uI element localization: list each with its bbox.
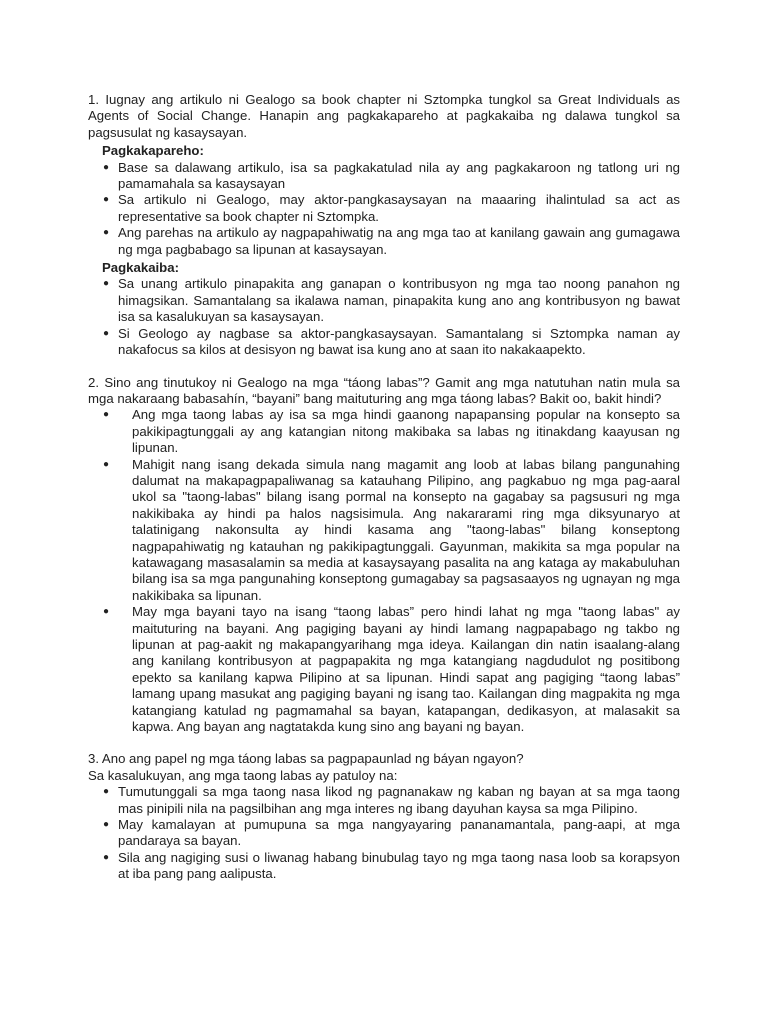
list-item: ● Si Geologo ay nagbase sa aktor-pangkasaysayan. Samantalang si Sztompka naman ay nakafocus sa kilos at desisyon ng bawat isa kung ano at saan ito nakakaapekto.	[88, 326, 680, 359]
list-item: ● Tumutunggali sa mga taong nasa likod ng pagnanakaw ng kaban ng bayan at sa mga taong mas pinipili nila na pagsilbihan ang mga interes ng ibang dayuhan kaysa sa mga Pilipino.	[88, 784, 680, 817]
list-item: ● Base sa dalawang artikulo, isa sa pagkakatulad nila ay ang pagkakaroon ng tatlong uri ng pamamahala sa kasaysayan	[88, 160, 680, 193]
list-item: ● Ang parehas na artikulo ay nagpapahiwatig na ang mga tao at kanilang gawain ang gumagawa ng mga pagbabago sa lipunan at kasaysayan.	[88, 225, 680, 258]
question-3: 3. Ano ang papel ng mga táong labas sa pagpapaunlad ng báyan ngayon?	[88, 751, 524, 767]
question-1: 1. Iugnay ang artikulo ni Gealogo sa book chapter ni Sztompka tungkol sa Great Individuals as Agents of Social Change. Hanapin ang pagkakapareho at pagkakaiba ng dalawa tungkol sa pagsusulat ng kasaysayan.	[88, 92, 680, 140]
document-page	[88, 92, 680, 883]
question-3-list	[88, 784, 680, 882]
question-3-intro: Sa kasalukuyan, ang mga taong labas ay patuloy na:	[88, 767, 398, 783]
list-item: ● Sa artikulo ni Gealogo, may aktor-pangkasaysayan na maaaring ihalintulad sa act as representative sa book chapter ni Sztompka.	[88, 192, 680, 225]
pagkakaiba-list	[88, 276, 680, 358]
list-item: ● Mahigit nang isang dekada simula nang magamit ang loob at labas bilang pangunahing dalumat na makapagpapaliwanag sa katauhang Pilipino, ang pagkabuo ng mga pag-aaral ukol sa "taong-labas" bilang isang pormal na konsepto na gagabay sa pagsusuri ng mga nakikibaka ay hindi pa halos nagsisimula. Ang nakararami ring mga diksyunaryo at talatinigang nakonsulta ay hindi kasama ang "taong-labas" bilang konseptong nagpapahiwatig ng katauhan ng pakikipagtunggali. Gayunman, makikita sa mga popular na katawagang masasalamin sa media at kasaysayang pasalita na ang kataga ay makabuluhan bilang isa sa mga pangunahing konseptong gumagabay sa pagsasaayos ng ugnayan ng mga nakikibaka sa lipunan.	[88, 457, 680, 605]
pagkakapareho-heading: Pagkakapareho:	[102, 143, 204, 159]
list-item: ● Sa unang artikulo pinapakita ang ganapan o kontribusyon ng mga tao noong panahon ng himagsikan. Samantalang sa ikalawa naman, pinapakita kung ano ang kontribusyon ng bawat isa sa kasalukuyan sa kasaysayan.	[88, 276, 680, 325]
pagkakaiba-heading: Pagkakaiba:	[102, 260, 179, 276]
list-item: ● Ang mga taong labas ay isa sa mga hindi gaanong napapansing popular na konsepto sa pakikipagtunggali ay ang katangian nitong makibaka sa labas ng itinakdang kaayusan ng lipunan.	[88, 407, 680, 456]
question-2-list	[88, 407, 680, 735]
list-item: ● Sila ang nagiging susi o liwanag habang binubulag tayo ng mga taong nasa loob sa korapsyon at iba pang pang aalipusta.	[88, 850, 680, 883]
question-2: 2. Sino ang tinutukoy ni Gealogo na mga “táong labas”? Gamit ang mga natutuhan natin mula sa mga nakaraang babasahín, “bayani” bang maituturing ang mga táong labas? Bakit oo, bakit hindi?	[88, 374, 680, 406]
list-item: ● May mga bayani tayo na isang “taong labas” pero hindi lahat ng mga "taong labas" ay maituturing na bayani. Ang pagiging bayani ay hindi lamang nagpapabago ng takbo ng lipunan at pag-aakit ng makapangyarihang mga ideya. Kailangan din natin isaalang-alang ang kanilang kontribusyon at pagpapakita ng mga katangiang nagdudulot ng positibong epekto sa kanilang kapwa Pilipino at sa lipunan. Hindi sapat ang pagiging “taong labas” lamang upang masukat ang pagiging bayani ng isang tao. Kailangan ding magpakita ng mga katangiang katulad ng pagmamahal sa bayan, katapangan, dedikasyon, at malasakit sa kapwa. Ang bayan ang nagtatakda kung sino ang bayani ng bayan.	[88, 604, 680, 735]
list-item: ● May kamalayan at pumupuna sa mga nangyayaring pananamantala, pang-aapi, at mga pandaraya sa bayan.	[88, 817, 680, 850]
pagkakapareho-list	[88, 160, 680, 258]
